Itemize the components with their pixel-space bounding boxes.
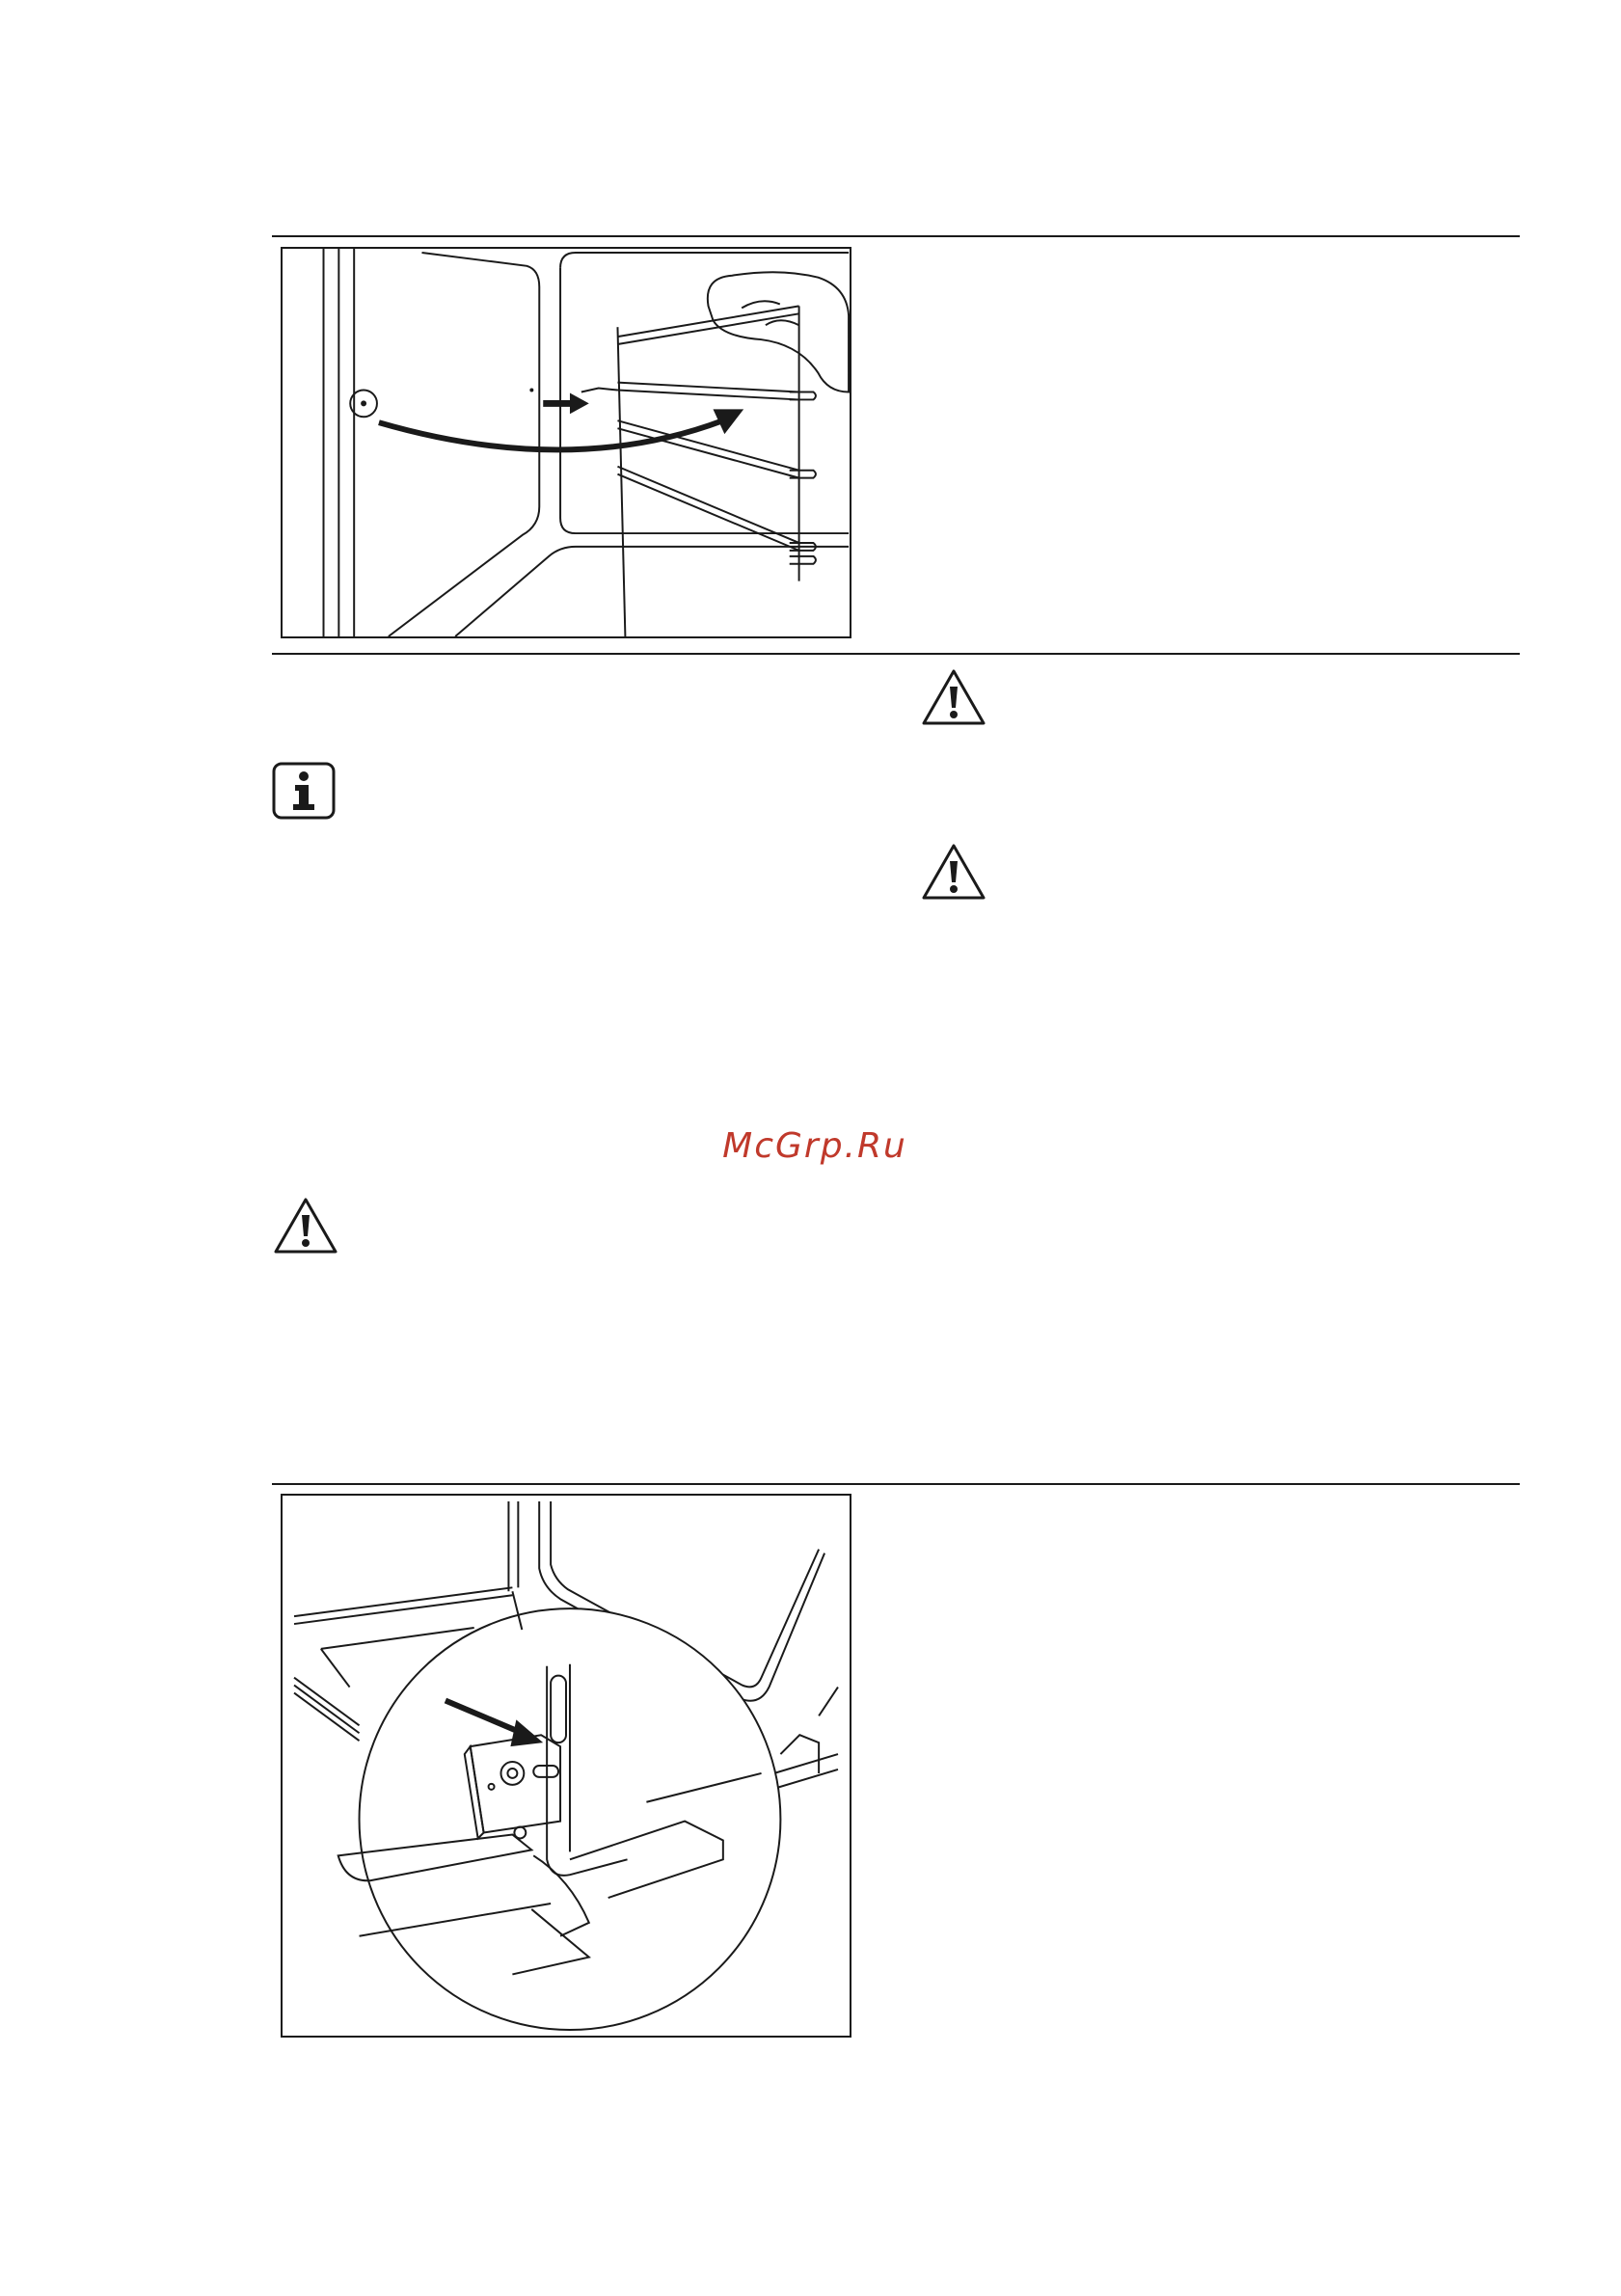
shelf-support-illustration xyxy=(281,247,851,638)
door-hinge-drawing xyxy=(283,1496,850,2036)
watermark: McGrp.Ru xyxy=(722,1126,907,1166)
top-rule xyxy=(272,235,1520,237)
shelf-support-drawing xyxy=(283,249,850,636)
door-hinge-illustration xyxy=(281,1494,851,2038)
lower-rule xyxy=(272,1483,1520,1485)
warning-triangle-icon xyxy=(920,842,987,902)
warning-triangle-icon xyxy=(920,667,987,727)
middle-rule xyxy=(272,653,1520,655)
warning-triangle-icon xyxy=(272,1196,339,1256)
info-icon xyxy=(272,762,336,820)
